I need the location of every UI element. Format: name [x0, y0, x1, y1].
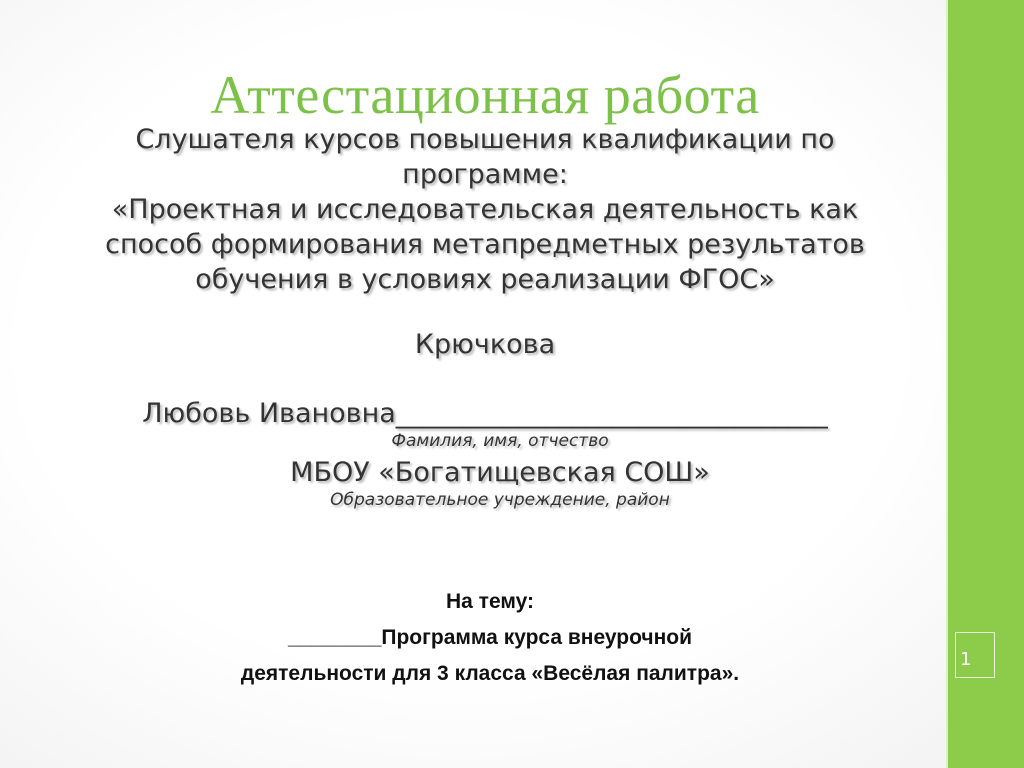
topic-line: ________Программа курса внеурочной — [287, 626, 693, 649]
surname — [30, 327, 940, 362]
subtitle-line: обучения в условиях реализации ФГОС» — [195, 264, 775, 295]
name-caption — [45, 431, 955, 451]
page-number: 1 — [960, 649, 972, 670]
subtitle-line: Слушателя курсов повышения квалификации по — [135, 124, 835, 155]
school-text: МБОУ «Богатищевская СОШ» — [290, 457, 710, 488]
subtitle-block — [30, 122, 940, 297]
surname-text: Крючкова — [414, 329, 556, 360]
slide-title: Аттестационная работа — [210, 65, 760, 125]
topic-block — [0, 584, 980, 692]
subtitle-line: «Проектная и исследовательская деятельность как — [111, 194, 859, 225]
school-name — [45, 455, 955, 490]
school-caption — [45, 490, 955, 510]
subtitle-line: программе: — [402, 159, 568, 190]
topic-label: На тему: — [445, 590, 535, 613]
subtitle-line: способ формирования метапредметных результатов — [105, 229, 865, 260]
name-caption-text: Фамилия, имя, отчество — [391, 431, 609, 451]
topic-line: деятельности для 3 класса «Весёлая палитра». — [240, 662, 740, 685]
full-name-line — [85, 396, 885, 431]
school-caption-text: Образовательное учреждение, район — [330, 490, 670, 510]
full-name-text: Любовь Ивановна________________________________ — [142, 398, 828, 429]
